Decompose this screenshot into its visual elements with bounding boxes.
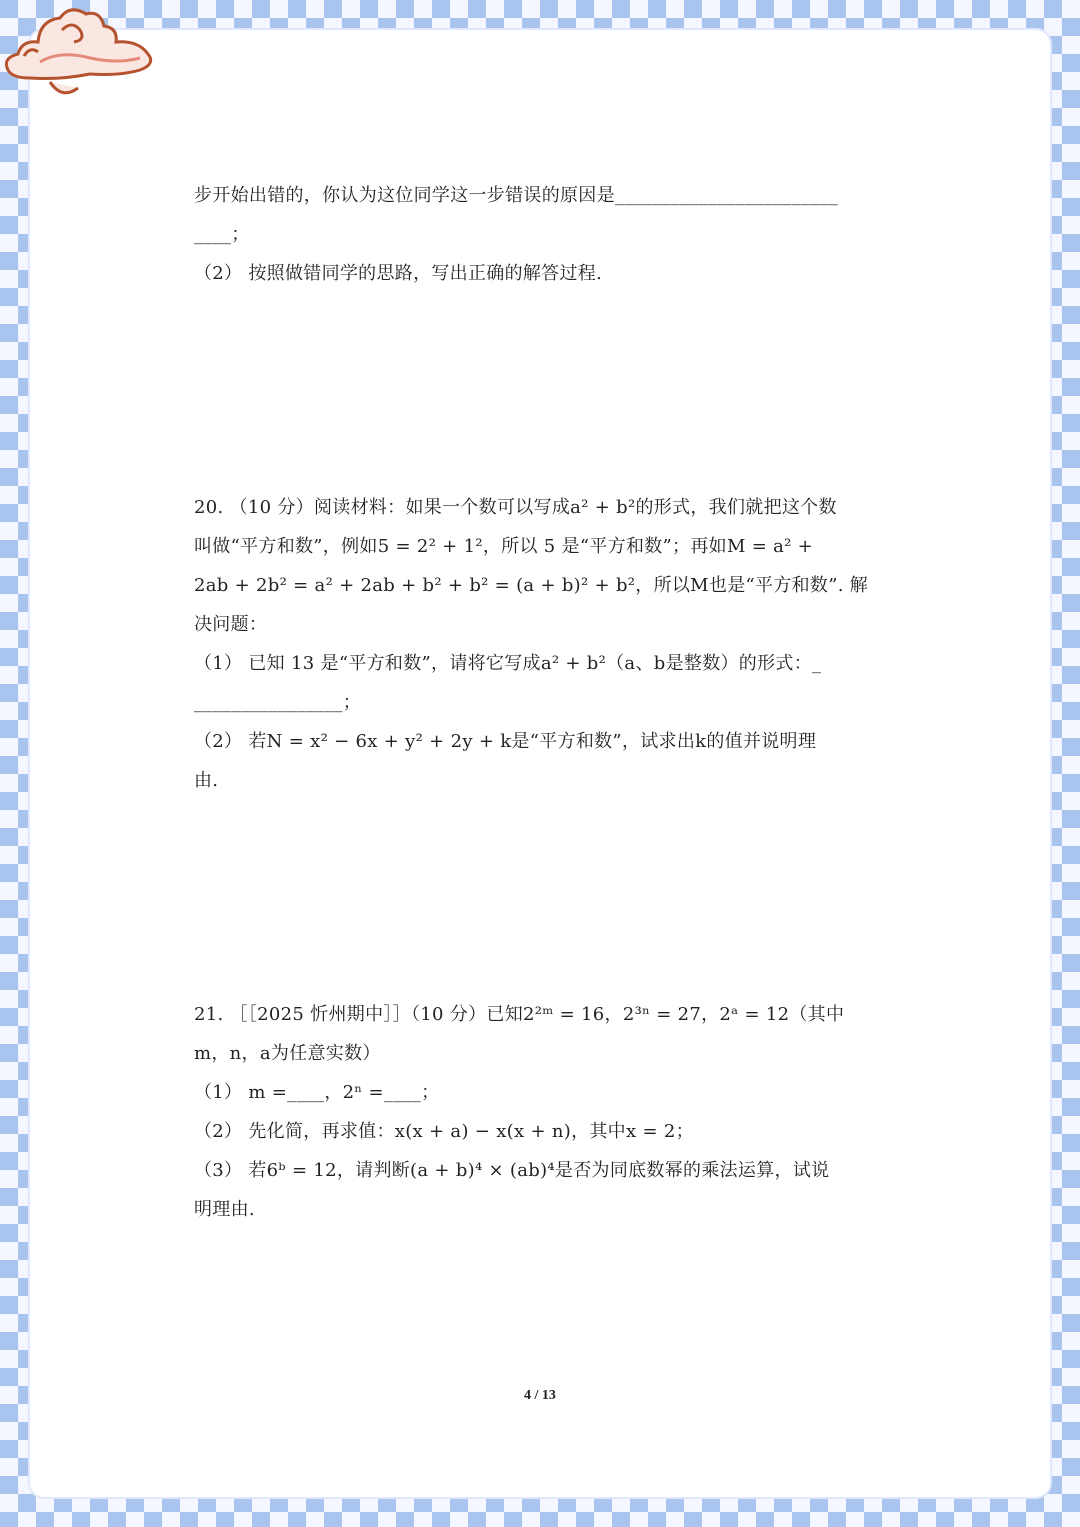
q20-part2-line1: （2） 若N = x² − 6x + y² + 2y + k是“平方和数”，试求出k的值并说明理 — [194, 731, 817, 752]
q20-part1-line1: （1） 已知 13 是“平方和数”，请将它写成a² + b²（a、b是整数）的形式：_ — [194, 653, 822, 674]
q19-answer-blank: ____； — [194, 224, 250, 245]
cloud-decoration-icon — [0, 0, 160, 105]
page-number: 4 / 13 — [524, 1388, 556, 1403]
q20-line2: 叫做“平方和数”，例如5 = 2² + 1²，所以 5 是“平方和数”；再如M = a² + — [194, 536, 814, 557]
q21-line1: 21. ［［2025 忻州期中］］（10 分）已知2²ᵐ = 16，2³ⁿ = 27，2ᵃ = 12（其中 — [194, 1004, 845, 1025]
document-body — [194, 176, 884, 1229]
q21-line2: m，n，a为任意实数） — [194, 1043, 381, 1064]
q19-continuation-line: 步开始出错的，你认为这位同学这一步错误的原因是________________________ — [194, 185, 839, 206]
q21-part1: （1） m =____，2ⁿ =____； — [194, 1082, 440, 1103]
q20-part2-line2: 由. — [194, 770, 219, 791]
q20-line1: 20. （10 分）阅读材料：如果一个数可以写成a² + b²的形式，我们就把这个数 — [194, 497, 837, 518]
q21-part3-line2: 明理由. — [194, 1199, 255, 1220]
q21-part3-line1: （3） 若6ᵇ = 12，请判断(a + b)⁴ × (ab)⁴是否为同底数幂的乘法运算，试说 — [194, 1160, 830, 1181]
q21-part2: （2） 先化简，再求值：x(x + a) − x(x + n)，其中x = 2； — [194, 1121, 694, 1142]
question-21 — [194, 995, 884, 1229]
q20-line4: 决问题： — [194, 614, 268, 635]
q20-line3: 2ab + 2b² = a² + 2ab + b² + b² = (a + b)² + b²，所以M也是“平方和数”. 解 — [194, 575, 869, 596]
q19-part2: （2） 按照做错同学的思路，写出正确的解答过程. — [194, 263, 603, 284]
question-20 — [194, 488, 884, 800]
q20-part1-line2: ________________； — [194, 692, 362, 713]
